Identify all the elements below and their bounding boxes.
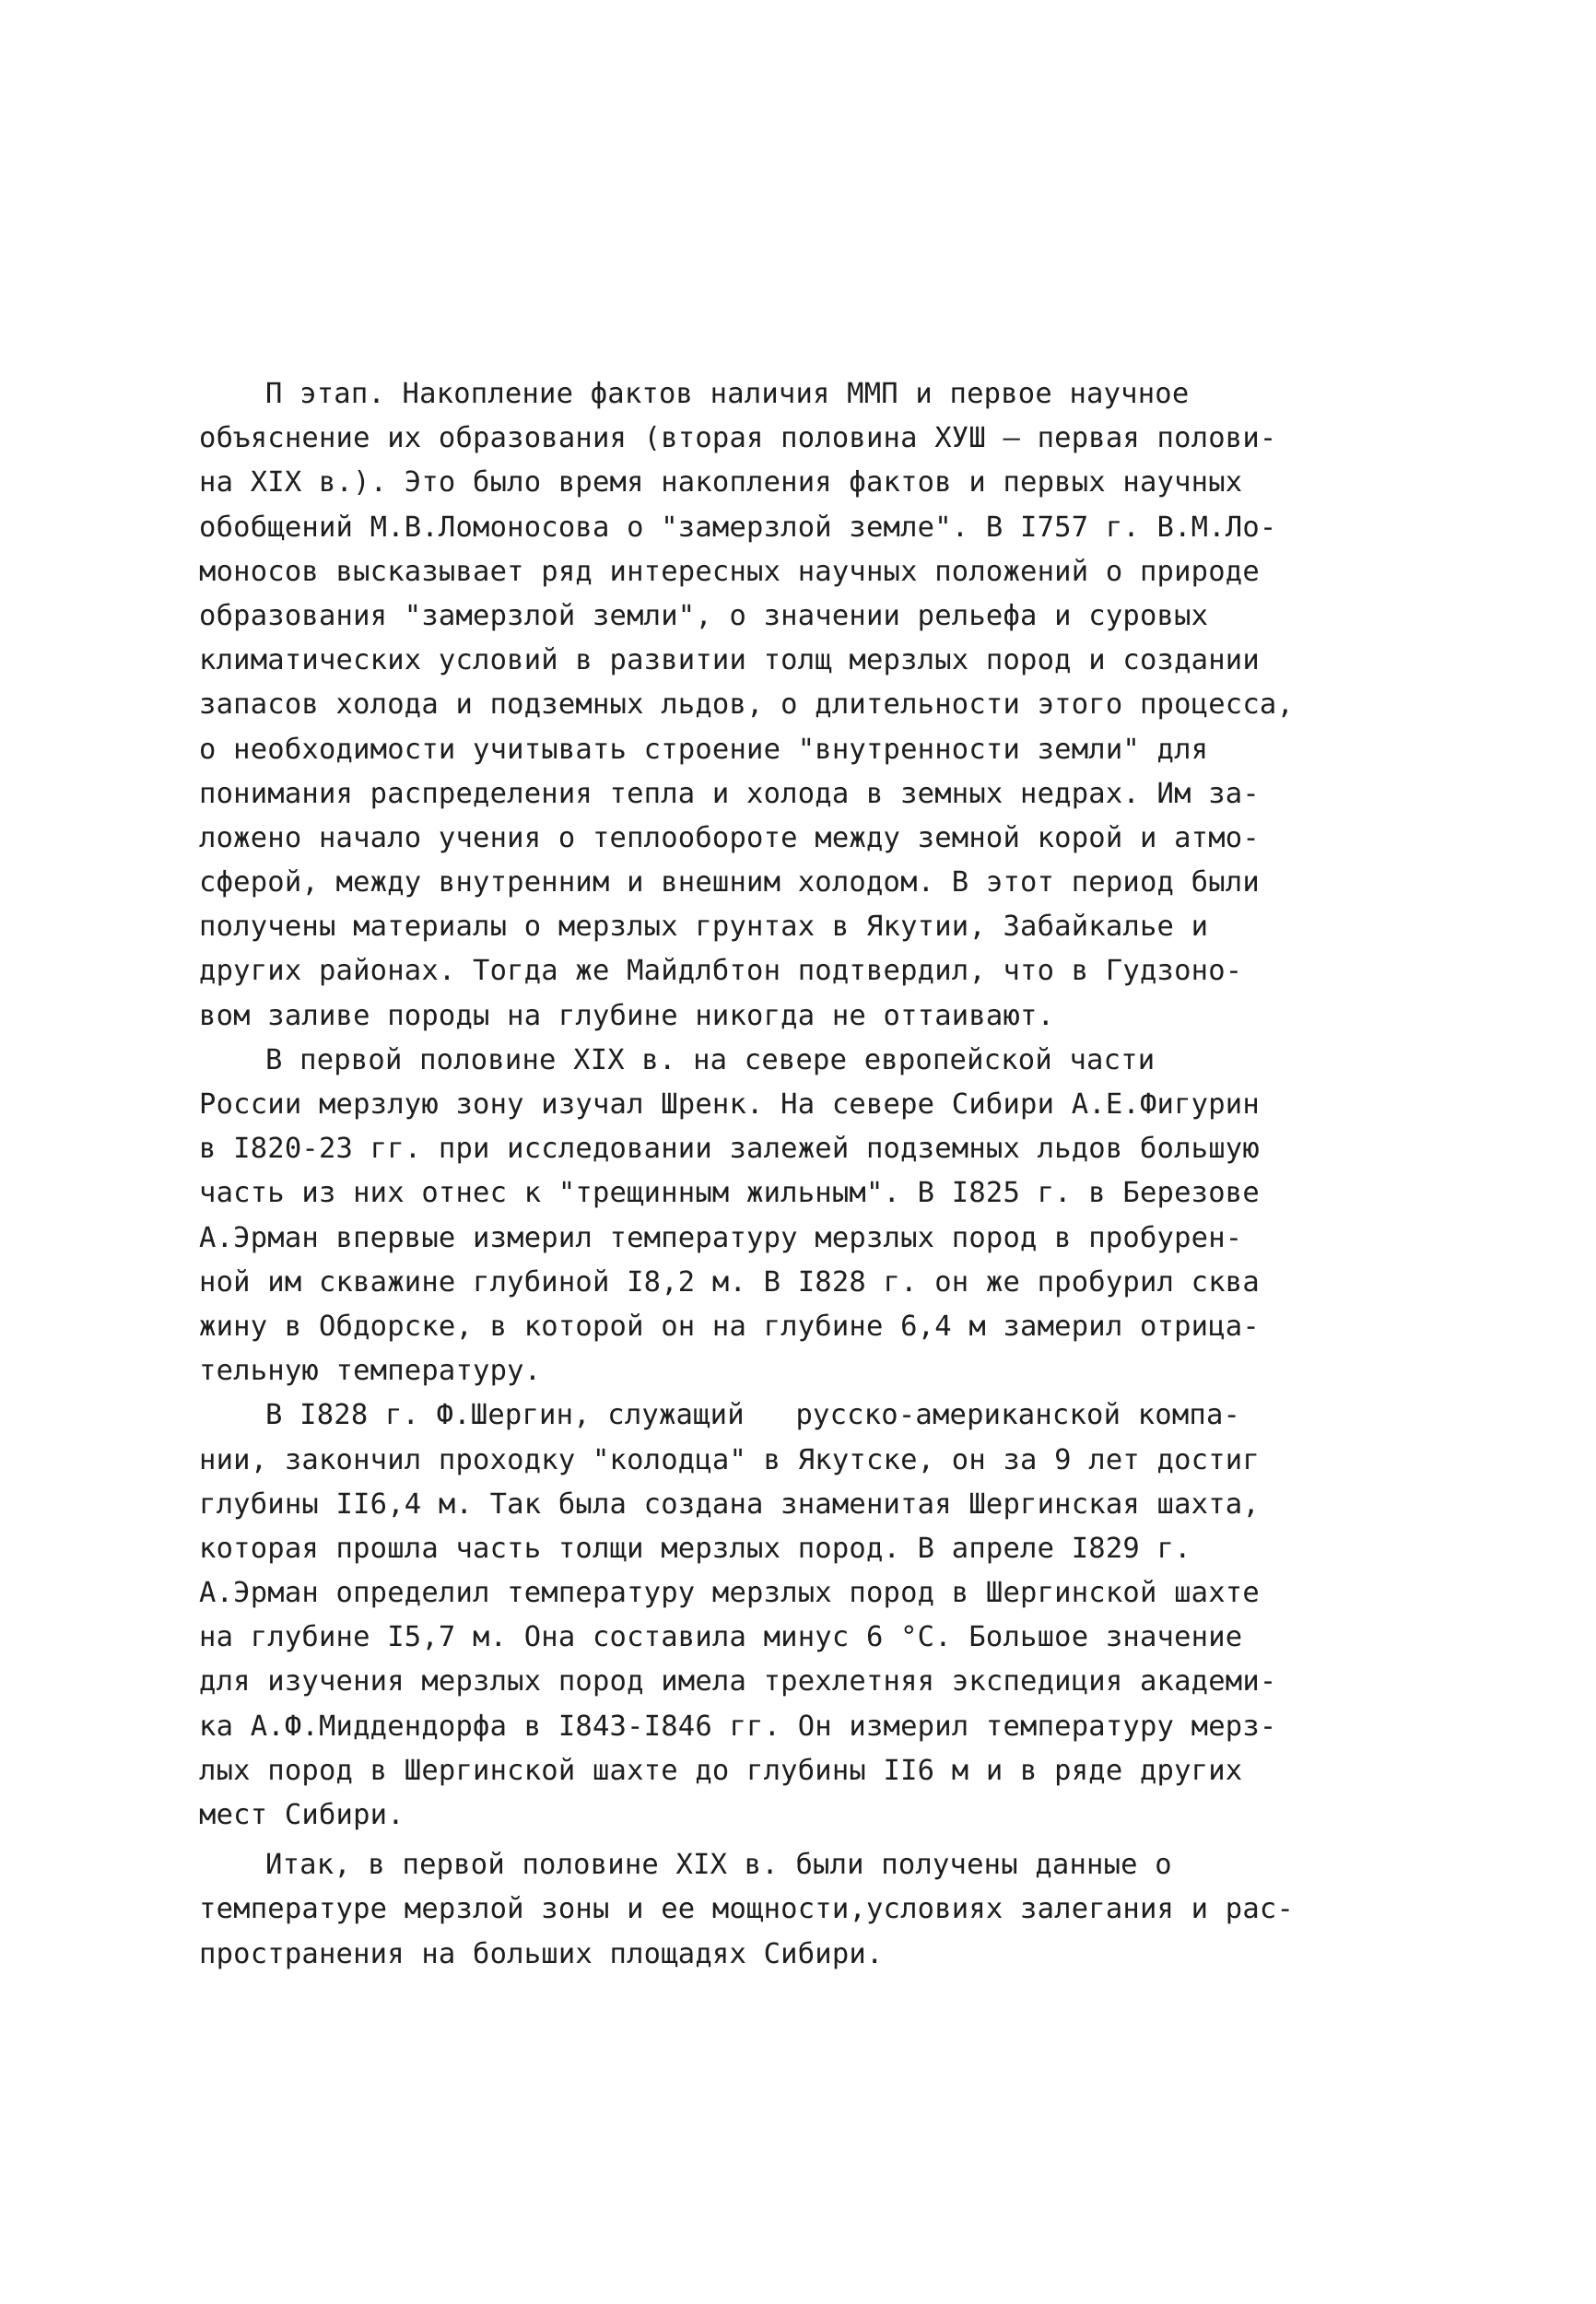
text-line: которая прошла часть толщи мерзлых пород. В апреле I829 г. bbox=[199, 1532, 1191, 1565]
document-text bbox=[199, 372, 1415, 1977]
text-line: моносов высказывает ряд интересных научных положений о природе bbox=[199, 555, 1260, 588]
text-line: ложено начало учения о теплообороте между земной корой и атмо- bbox=[199, 821, 1260, 854]
paragraph-4 bbox=[199, 1843, 1415, 1977]
text-line: А.Эрман впервые измерил температуру мерзлых пород в пробурен- bbox=[199, 1221, 1243, 1254]
text-line: образования "замерзлой земли", о значении рельефа и суровых bbox=[199, 599, 1209, 632]
text-line: получены материалы о мерзлых грунтах в Якутии, Забайкалье и bbox=[199, 911, 1209, 944]
text-line: других районах. Тогда же Майдлбтон подтвердил, что в Гудзоно- bbox=[199, 955, 1243, 988]
text-line: Итак, в первой половине XIX в. были получены данные о bbox=[265, 1849, 1172, 1882]
text-line: объяснение их образования (вторая половина ХУШ – первая полови- bbox=[199, 422, 1277, 455]
text-line: часть из них отнес к "трещинным жильным". В I825 г. в Березове bbox=[199, 1177, 1260, 1210]
text-line: обобщений М.В.Ломоносова о "замерзлой земле". В I757 г. В.М.Ло- bbox=[199, 511, 1277, 544]
text-line: жину в Обдорске, в которой он на глубине 6,4 м замерил отрица- bbox=[199, 1310, 1260, 1343]
text-line: ка А.Ф.Миддендорфа в I843-I846 гг. Он измерил температуру мерз- bbox=[199, 1710, 1277, 1743]
text-line: о необходимости учитывать строение "внутренности земли" для bbox=[199, 733, 1209, 766]
paragraph-3 bbox=[199, 1393, 1415, 1838]
text-line: лых пород в Шергинской шахте до глубины II6 м и в ряде других bbox=[199, 1754, 1243, 1787]
text-line: вом заливе породы на глубине никогда не оттаивают. bbox=[199, 999, 1055, 1032]
text-line: температуре мерзлой зоны и ее мощности,условиях залегания и рас- bbox=[199, 1893, 1295, 1926]
text-line: ной им скважине глубиной I8,2 м. В I828 г. он же пробурил сква bbox=[199, 1265, 1260, 1299]
text-line: для изучения мерзлых пород имела трехлетняя экспедиция академи- bbox=[199, 1665, 1277, 1699]
text-line: В первой половине XIX в. на севере европейской части bbox=[265, 1043, 1156, 1076]
text-line: понимания распределения тепла и холода в земных недрах. Им за- bbox=[199, 777, 1260, 810]
text-line: мест Сибири. bbox=[199, 1799, 405, 1831]
text-line: А.Эрман определил температуру мерзлых пород в Шергинской шахте bbox=[199, 1577, 1260, 1610]
text-line: России мерзлую зону изучал Шренк. На севере Сибири А.Е.Фигурин bbox=[199, 1088, 1260, 1121]
paragraph-1 bbox=[199, 372, 1415, 1039]
text-line: запасов холода и подземных льдов, о длительности этого процесса, bbox=[199, 688, 1295, 722]
text-line: тельную температуру. bbox=[199, 1355, 542, 1388]
text-line: П этап. Накопление фактов наличия ММП и первое научное bbox=[265, 378, 1190, 410]
text-line: В I828 г. Ф.Шергин, служащий русско-американской компа- bbox=[265, 1399, 1241, 1432]
text-line: сферой, между внутренним и внешним холодом. В этот период были bbox=[199, 866, 1260, 899]
text-line: на глубине I5,7 м. Она составила минус 6 °С. Большое значение bbox=[199, 1621, 1243, 1654]
text-line: в I820-23 гг. при исследовании залежей подземных льдов большую bbox=[199, 1133, 1260, 1166]
text-line: на XIX в.). Это было время накопления фактов и первых научных bbox=[199, 466, 1243, 500]
text-line: нии, закончил проходку "колодца" в Якутске, он за 9 лет достиг bbox=[199, 1443, 1260, 1476]
text-line: глубины II6,4 м. Так была создана знаменитая Шергинская шахта, bbox=[199, 1487, 1260, 1521]
text-line: пространения на больших площадях Сибири. bbox=[199, 1937, 884, 1970]
paragraph-2 bbox=[199, 1039, 1415, 1394]
text-line: климатических условий в развитии толщ мерзлых пород и создании bbox=[199, 644, 1260, 677]
